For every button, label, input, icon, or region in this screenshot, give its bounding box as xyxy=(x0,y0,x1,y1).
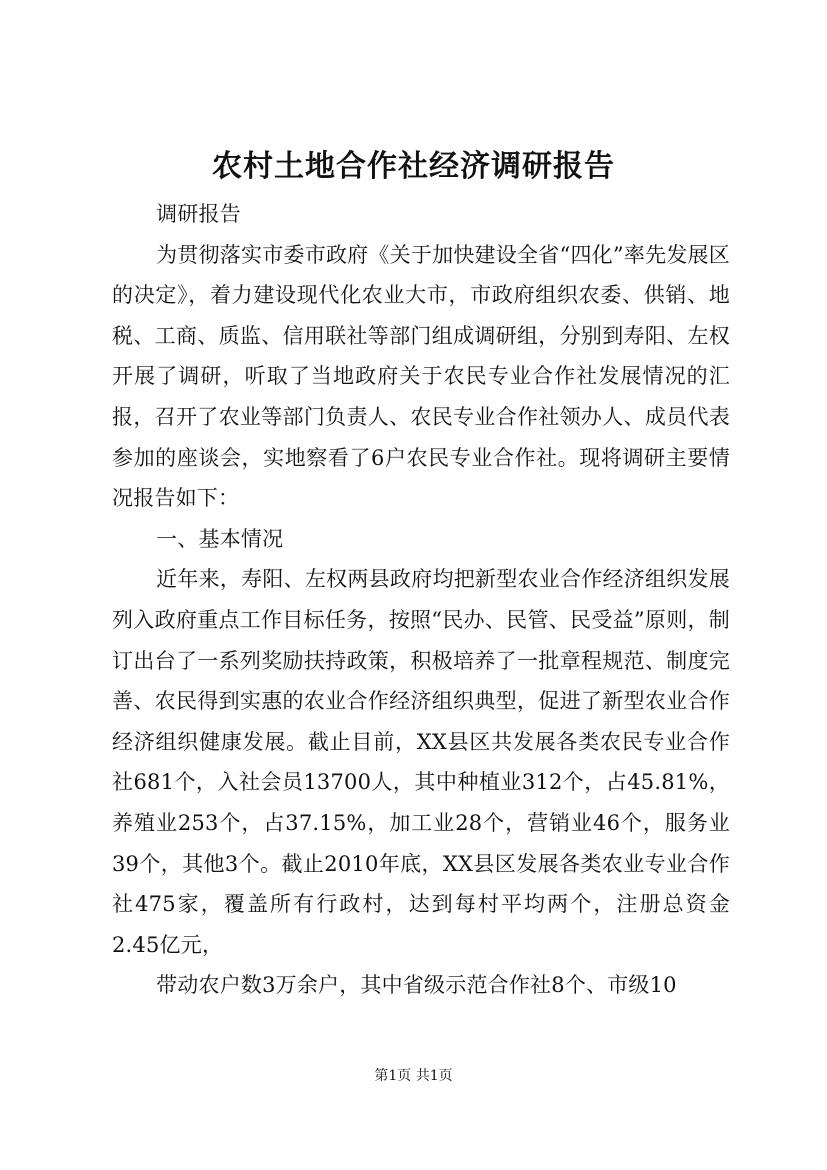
document-body xyxy=(112,194,730,1006)
section-heading-basic: 一、基本情况 xyxy=(156,526,284,551)
document-title: 农村土地合作社经济调研报告 xyxy=(212,149,615,184)
paragraph-intro: 为贯彻落实市委市政府《关于加快建设全省“四化”率先发展区的决定》，着力建设现代化农业大市，市政府组织农委、供销、地税、工商、质监、信用联社等部门组成调研组，分别到寿阳、左权开展了调研，听取了当地政府关于农民专业合作社发展情况的汇报，召开了农业等部门负责人、农民专业合作社领办人、成员代表参加的座谈会，实地察看了6户农民专业合作社。现将调研主要情况报告如下： xyxy=(112,242,730,511)
paragraph-continuation: 带动农户数3万余户，其中省级示范合作社8个、市级10 xyxy=(156,973,677,998)
page-footer: 第1页 共1页 xyxy=(374,1068,453,1084)
paragraph-heading-report: 调研报告 xyxy=(156,202,241,226)
paragraph-basic-situation: 近年来，寿阳、左权两县政府均把新型农业合作经济组织发展列入政府重点工作目标任务，按照“民办、民管、民受益”原则，制订出台了一系列奖励扶持政策，积极培养了一批章程规范、制度完善、农民得到实惠的农业合作经济组织典型，促进了新型农业合作经济组织健康发展。截止目前，XX县区共发展各类农民专业合作社681个，入社会员13700人，其中种植业312个，占45.81%，养殖业253个，占37.15%，加工业28个，营销业46个，服务业39个，其他3个。截止2010年底，XX县区发展各类农业专业合作社475家，覆盖所有行政村，达到每村平均两个，注册总资金2.45亿元， xyxy=(112,567,730,957)
